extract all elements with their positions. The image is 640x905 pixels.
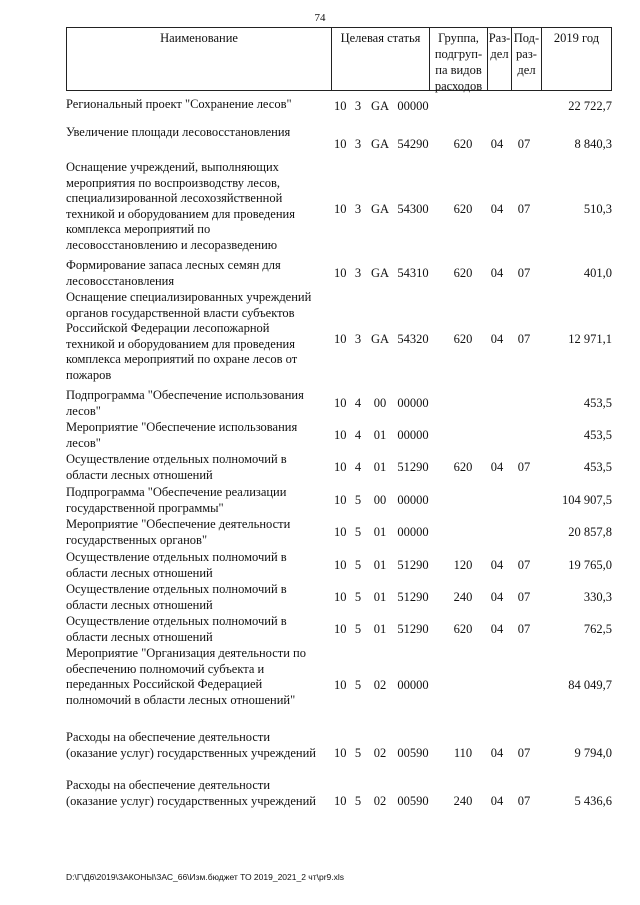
header-group-line: расходов xyxy=(434,79,483,93)
row-amount: 104 907,5 xyxy=(562,493,612,507)
row-group: 620 xyxy=(453,622,473,636)
code-part-4: 00590 xyxy=(397,746,429,760)
row-section: 04 xyxy=(490,332,504,346)
code-part-2: 3 xyxy=(354,332,362,346)
row-group: 620 xyxy=(453,202,473,216)
row-subsection: 07 xyxy=(517,622,531,636)
header-group xyxy=(429,28,487,93)
code-part-1: 10 xyxy=(334,678,347,692)
row-name-line: органов государственной власти субъектов xyxy=(66,305,295,320)
row-name xyxy=(66,452,331,483)
table-header xyxy=(66,27,612,91)
row-name-line: (оказание услуг) государственных учреждений xyxy=(66,793,316,808)
code-part-1: 10 xyxy=(334,428,347,442)
row-subsection: 07 xyxy=(517,558,531,572)
row-group: 620 xyxy=(453,460,473,474)
code-part-3: GA xyxy=(370,202,390,216)
code-part-1: 10 xyxy=(334,746,347,760)
code-part-4: 51290 xyxy=(397,460,429,474)
header-subsection-line: раз- xyxy=(516,47,537,61)
code-part-4: 51290 xyxy=(397,622,429,636)
code-part-2: 5 xyxy=(354,794,362,808)
code-part-2: 4 xyxy=(354,460,362,474)
header-section-line: Раз- xyxy=(488,31,511,45)
code-part-4: 00000 xyxy=(397,525,429,539)
row-name xyxy=(66,550,331,581)
code-part-2: 3 xyxy=(354,202,362,216)
code-part-2: 5 xyxy=(354,525,362,539)
code-part-2: 5 xyxy=(354,678,362,692)
code-part-1: 10 xyxy=(334,590,347,604)
row-name xyxy=(66,125,331,141)
code-part-1: 10 xyxy=(334,266,347,280)
row-section: 04 xyxy=(490,746,504,760)
row-name xyxy=(66,646,331,708)
code-part-2: 3 xyxy=(354,266,362,280)
row-name xyxy=(66,730,331,761)
row-name-line: комплекса мероприятий по xyxy=(66,222,211,236)
row-name-line: Российской Федерации лесопожарной xyxy=(66,321,270,335)
code-part-3: 00 xyxy=(373,396,387,410)
code-part-4: 54300 xyxy=(397,202,429,216)
row-amount: 762,5 xyxy=(583,622,612,636)
row-subsection: 07 xyxy=(517,202,531,216)
code-part-3: GA xyxy=(370,266,390,280)
row-name-line: Осуществление отдельных полномочий в xyxy=(66,582,287,596)
row-name xyxy=(66,485,331,516)
row-section: 04 xyxy=(490,460,504,474)
code-part-1: 10 xyxy=(334,460,347,474)
row-section: 04 xyxy=(490,794,504,808)
row-name-line: Расходы на обеспечение деятельности xyxy=(66,730,271,744)
code-part-4: 54320 xyxy=(397,332,429,346)
code-part-1: 10 xyxy=(334,794,347,808)
row-name-line: государственных органов" xyxy=(66,532,208,547)
row-amount: 84 049,7 xyxy=(568,678,612,692)
code-part-4: 00000 xyxy=(397,99,429,113)
row-name-line: области лесных отношений xyxy=(66,629,213,644)
code-part-4: 00000 xyxy=(397,493,429,507)
row-name-line: Мероприятие "Обеспечение деятельности xyxy=(66,517,291,531)
row-subsection: 07 xyxy=(517,332,531,346)
row-name-line: области лесных отношений xyxy=(66,565,213,580)
row-amount: 12 971,1 xyxy=(568,332,612,346)
row-amount: 19 765,0 xyxy=(568,558,612,572)
row-name-line: области лесных отношений xyxy=(66,597,213,612)
code-part-4: 51290 xyxy=(397,590,429,604)
code-part-3: 02 xyxy=(373,794,387,808)
code-part-2: 3 xyxy=(354,137,362,151)
row-amount: 9 794,0 xyxy=(574,746,612,760)
header-subsection-line: Под- xyxy=(513,31,540,45)
row-section: 04 xyxy=(490,622,504,636)
code-part-3: 01 xyxy=(373,622,387,636)
code-part-2: 4 xyxy=(354,428,362,442)
code-part-1: 10 xyxy=(334,396,347,410)
row-section: 04 xyxy=(490,137,504,151)
code-part-4: 51290 xyxy=(397,558,429,572)
row-name xyxy=(66,290,331,383)
row-group: 120 xyxy=(453,558,473,572)
row-name-line: полномочий в области лесных отношений" xyxy=(66,692,296,707)
row-name-line: Мероприятие "Обеспечение использования xyxy=(66,420,298,434)
code-part-3: 01 xyxy=(373,558,387,572)
row-name-line: пожаров xyxy=(66,367,112,382)
header-subsection xyxy=(511,28,541,90)
page-number: 74 xyxy=(314,12,326,24)
code-part-4: 00000 xyxy=(397,428,429,442)
file-path-footer: D:\Г\Д6\2019\ЗАКОНЫ\ЗАС_66\Изм.бюджет ТО 2019_2021_2 чт\pr9.xls xyxy=(66,872,345,882)
row-section: 04 xyxy=(490,590,504,604)
code-part-1: 10 xyxy=(334,493,347,507)
code-part-3: 00 xyxy=(373,493,387,507)
code-part-1: 10 xyxy=(334,137,347,151)
code-part-4: 00000 xyxy=(397,678,429,692)
row-name-line: лесов" xyxy=(66,403,101,418)
row-name xyxy=(66,517,331,548)
code-part-4: 00590 xyxy=(397,794,429,808)
header-target: Целевая статья xyxy=(331,28,429,90)
code-part-2: 5 xyxy=(354,746,362,760)
row-name-line: техникой и оборудованием для проведения xyxy=(66,206,295,221)
row-name xyxy=(66,420,331,451)
row-name-line: (оказание услуг) государственных учреждений xyxy=(66,745,316,760)
header-section-line: дел xyxy=(490,47,509,61)
row-name-line: лесов" xyxy=(66,435,101,450)
row-name-line: техникой и оборудованием для проведения xyxy=(66,336,295,351)
code-part-1: 10 xyxy=(334,622,347,636)
code-part-1: 10 xyxy=(334,525,347,539)
row-name-line: Региональный проект "Сохранение лесов" xyxy=(66,97,292,111)
row-section: 04 xyxy=(490,266,504,280)
row-name-line: Осуществление отдельных полномочий в xyxy=(66,550,287,564)
row-group: 620 xyxy=(453,137,473,151)
row-name-line: обеспечению полномочий субъекта и xyxy=(66,661,265,676)
code-part-3: 01 xyxy=(373,460,387,474)
row-subsection: 07 xyxy=(517,746,531,760)
row-name-line: области лесных отношений xyxy=(66,467,213,482)
row-name-line: лесовосстановления xyxy=(66,273,175,288)
row-subsection: 07 xyxy=(517,794,531,808)
row-group: 240 xyxy=(453,590,473,604)
row-group: 110 xyxy=(453,746,473,760)
row-subsection: 07 xyxy=(517,137,531,151)
row-subsection: 07 xyxy=(517,590,531,604)
code-part-1: 10 xyxy=(334,332,347,346)
row-section: 04 xyxy=(490,558,504,572)
code-part-2: 5 xyxy=(354,622,362,636)
code-part-2: 5 xyxy=(354,493,362,507)
code-part-3: GA xyxy=(370,332,390,346)
row-name-line: Формирование запаса лесных семян для xyxy=(66,258,281,272)
row-name-line: Оснащение учреждений, выполняющих xyxy=(66,160,279,174)
row-amount: 453,5 xyxy=(583,428,612,442)
row-name xyxy=(66,97,331,113)
row-amount: 20 857,8 xyxy=(568,525,612,539)
code-part-2: 5 xyxy=(354,558,362,572)
row-group: 620 xyxy=(453,332,473,346)
code-part-2: 3 xyxy=(354,99,362,113)
row-name-line: Осуществление отдельных полномочий в xyxy=(66,614,287,628)
row-name xyxy=(66,160,331,253)
code-part-4: 54290 xyxy=(397,137,429,151)
row-name-line: специализированной лесохозяйственной xyxy=(66,191,283,205)
code-part-3: GA xyxy=(370,99,390,113)
row-name xyxy=(66,582,331,613)
code-part-1: 10 xyxy=(334,202,347,216)
row-name-line: государственной программы" xyxy=(66,500,224,515)
row-name-line: комплекса мероприятий по охране лесов от xyxy=(66,352,298,366)
row-amount: 5 436,6 xyxy=(574,794,612,808)
row-section: 04 xyxy=(490,202,504,216)
row-subsection: 07 xyxy=(517,266,531,280)
row-name-line: Оснащение специализированных учреждений xyxy=(66,290,312,304)
code-part-3: 01 xyxy=(373,590,387,604)
row-name-line: переданных Российской Федерацией xyxy=(66,677,263,691)
code-part-2: 4 xyxy=(354,396,362,410)
row-amount: 8 840,3 xyxy=(574,137,612,151)
row-name-line: лесовосстановлению и лесоразведению xyxy=(66,237,278,252)
header-group-line: подгруп- xyxy=(434,47,483,61)
code-part-3: 01 xyxy=(373,428,387,442)
row-amount: 330,3 xyxy=(583,590,612,604)
row-amount: 401,0 xyxy=(583,266,612,280)
row-amount: 453,5 xyxy=(583,396,612,410)
row-name-line: Мероприятие "Организация деятельности по xyxy=(66,646,306,660)
row-name xyxy=(66,778,331,809)
row-amount: 22 722,7 xyxy=(568,99,612,113)
header-year: 2019 год xyxy=(541,28,611,90)
code-part-4: 54310 xyxy=(397,266,429,280)
row-name-line: Увеличение площади лесовосстановления xyxy=(66,125,291,139)
row-name xyxy=(66,388,331,419)
code-part-3: 02 xyxy=(373,678,387,692)
code-part-3: GA xyxy=(370,137,390,151)
header-name: Наименование xyxy=(160,31,238,45)
header-subsection-line: дел xyxy=(517,63,536,77)
row-amount: 510,3 xyxy=(583,202,612,216)
row-name-line: Осуществление отдельных полномочий в xyxy=(66,452,287,466)
header-group-line: па видов xyxy=(435,63,482,77)
header-group-line: Группа, xyxy=(438,31,479,45)
header-section xyxy=(487,28,511,90)
code-part-2: 5 xyxy=(354,590,362,604)
row-name-line: Подпрограмма "Обеспечение реализации xyxy=(66,485,287,499)
code-part-1: 10 xyxy=(334,558,347,572)
row-name xyxy=(66,614,331,645)
row-name-line: Расходы на обеспечение деятельности xyxy=(66,778,271,792)
row-name-line: мероприятия по воспроизводству лесов, xyxy=(66,175,281,190)
code-part-4: 00000 xyxy=(397,396,429,410)
code-part-3: 01 xyxy=(373,525,387,539)
code-part-1: 10 xyxy=(334,99,347,113)
row-group: 240 xyxy=(453,794,473,808)
row-subsection: 07 xyxy=(517,460,531,474)
row-name-line: Подпрограмма "Обеспечение использования xyxy=(66,388,304,402)
row-name xyxy=(66,258,331,289)
row-amount: 453,5 xyxy=(583,460,612,474)
row-group: 620 xyxy=(453,266,473,280)
code-part-3: 02 xyxy=(373,746,387,760)
